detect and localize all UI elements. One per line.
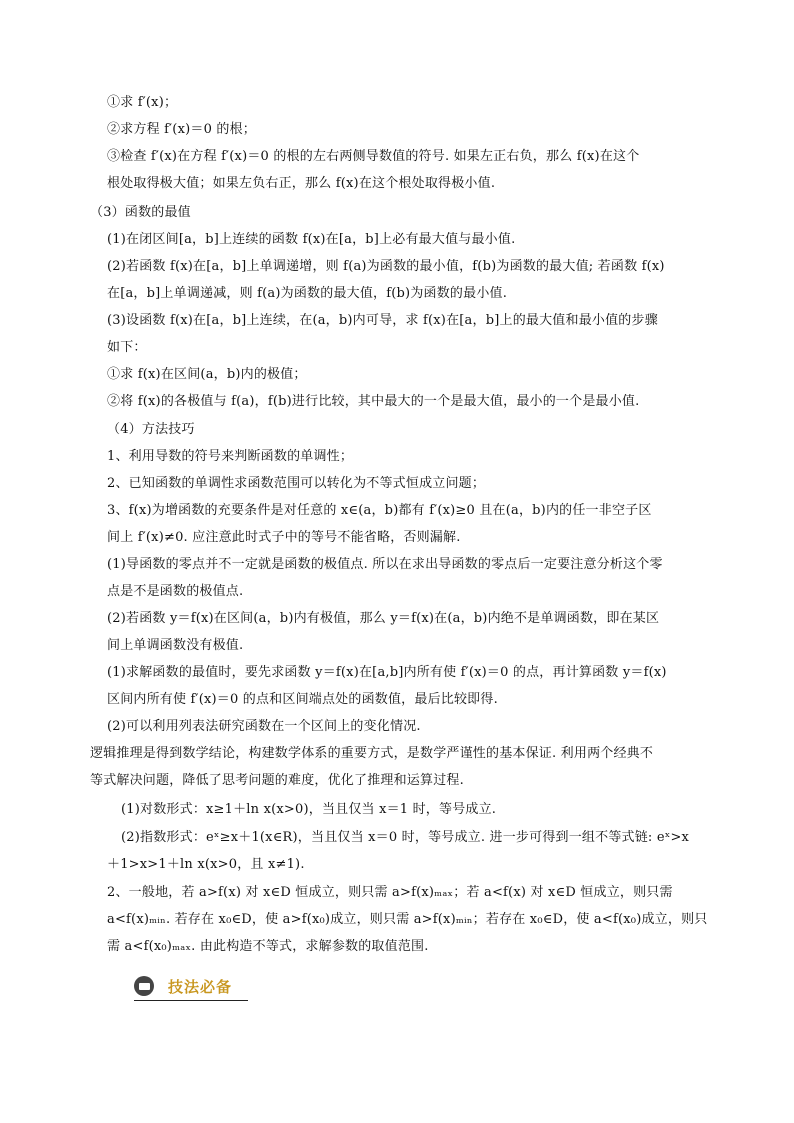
text-line: (1)导函数的零点并不一定就是函数的极值点. 所以在求出导函数的零点后一定要注意分析这个零 [107, 557, 663, 572]
section-subheading: （4）方法技巧 [107, 422, 195, 437]
text-line: 逻辑推理是得到数学结论，构建数学体系的重要方式，是数学严谨性的基本保证. 利用两个经典不 [90, 746, 654, 761]
text-line: 等式解决问题，降低了思考问题的难度，优化了推理和运算过程. [90, 773, 464, 788]
text-line: ②求方程 f′(x)＝0 的根； [107, 122, 256, 137]
text-line: (2)指数形式：eˣ≥x＋1(x∈R)，当且仅当 x＝0 时，等号成立. 进一步可得到一组不等式链: eˣ>x [121, 830, 690, 845]
text-line: 1、利用导数的符号来判断函数的单调性； [107, 449, 354, 464]
text-line: a<f(x)ₘᵢₙ. 若存在 x₀∈D，使 a>f(x₀)成立，则只需 a>f(x)ₘᵢₙ；若存在 x₀∈D，使 a<f(x₀)成立，则只 [107, 912, 708, 927]
book-icon [134, 976, 154, 996]
text-line: 2、一般地，若 a>f(x) 对 x∈D 恒成立，则只需 a>f(x)ₘₐₓ；若 a<f(x) 对 x∈D 恒成立，则只需 [107, 885, 673, 900]
text-line: (1)求解函数的最值时，要先求函数 y＝f(x)在[a,b]内所有使 f′(x)＝0 的点，再计算函数 y＝f(x) [107, 665, 667, 680]
text-line: (3)设函数 f(x)在[a，b]上连续，在(a，b)内可导，求 f(x)在[a，b]上的最大值和最小值的步骤 [107, 313, 658, 328]
text-line: (1)在闭区间[a，b]上连续的函数 f(x)在[a，b]上必有最大值与最小值. [107, 232, 516, 247]
text-line: ＋1>x>1＋ln x(x>0，且 x≠1). [107, 857, 305, 872]
text-line: 2、已知函数的单调性求函数范围可以转化为不等式恒成立问题； [107, 476, 486, 491]
text-line: (2)可以利用列表法研究函数在一个区间上的变化情况. [107, 719, 421, 734]
text-line: (2)若函数 y＝f(x)在区间(a，b)内有极值，那么 y＝f(x)在(a，b)内绝不是单调函数，即在某区 [107, 611, 660, 626]
text-line: 点是不是函数的极值点. [107, 584, 244, 599]
text-line: (1)对数形式：x≥1＋ln x(x>0)，当且仅当 x＝1 时，等号成立. [121, 802, 497, 817]
text-line: ①求 f′(x)； [107, 95, 178, 110]
text-line: 如下： [107, 340, 147, 355]
text-line: ②将 f(x)的各极值与 f(a)，f(b)进行比较，其中最大的一个是最大值，最小的一个是最小值. [107, 394, 640, 409]
section-heading-title: 技法必备 [168, 978, 233, 996]
text-line: 间上单调函数没有极值. [107, 638, 244, 653]
text-line: 在[a，b]上单调递减，则 f(a)为函数的最大值，f(b)为函数的最小值. [107, 286, 508, 301]
text-line: 需 a<f(x₀)ₘₐₓ. 由此构造不等式，求解参数的取值范围. [107, 939, 429, 954]
text-line: ①求 f(x)在区间(a，b)内的极值； [107, 367, 307, 382]
text-line: 3、f(x)为增函数的充要条件是对任意的 x∈(a，b)都有 f′(x)≥0 且在(a，b)内的任一非空子区 [107, 503, 652, 518]
text-line: 区间内所有使 f′(x)＝0 的点和区间端点处的函数值，最后比较即得. [107, 692, 498, 707]
section-heading [134, 974, 248, 1001]
text-line: 根处取得极大值；如果左负右正，那么 f(x)在这个根处取得极小值. [107, 176, 496, 191]
text-line: ③检查 f′(x)在方程 f′(x)＝0 的根的左右两侧导数值的符号. 如果左正右负，那么 f(x)在这个 [107, 149, 640, 164]
text-line: (2)若函数 f(x)在[a，b]上单调递增，则 f(a)为函数的最小值，f(b)为函数的最大值; 若函数 f(x) [107, 259, 665, 274]
section-subheading: （3）函数的最值 [90, 205, 191, 220]
text-line: 间上 f′(x)≠0. 应注意此时式子中的等号不能省略，否则漏解. [107, 530, 461, 545]
